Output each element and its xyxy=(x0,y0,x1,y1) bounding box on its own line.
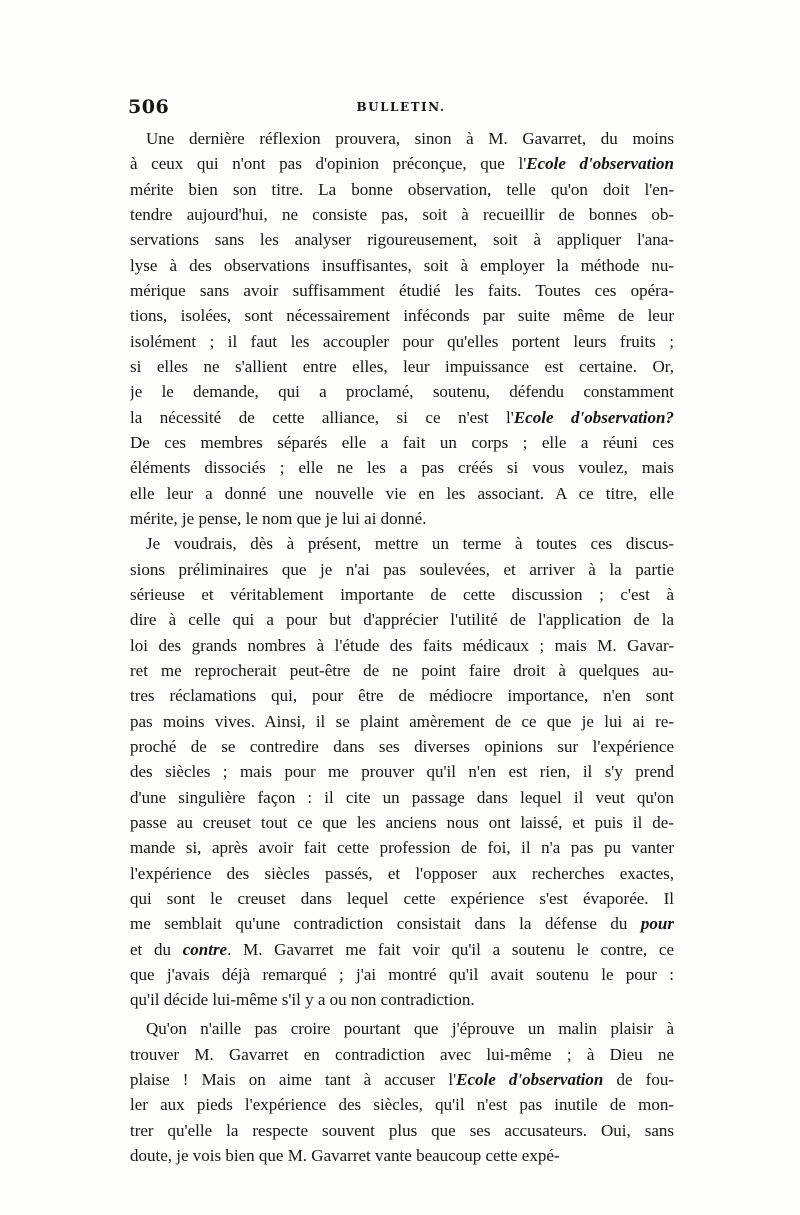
text-segment: d'une singulière façon : il cite un passage dans lequel il veut qu'on xyxy=(130,787,674,807)
text-segment: si elles ne s'allient entre elles, leur impuissance est certaine. Or, xyxy=(130,356,674,376)
text-line xyxy=(130,354,674,379)
text-segment: mérite, je pense, le nom que je lui ai donné. xyxy=(130,508,427,528)
text-line xyxy=(130,962,674,987)
text-segment: de fou- xyxy=(603,1070,674,1090)
text-segment: . M. Gavarret me fait voir qu'il a soutenu le contre, ce xyxy=(227,939,674,959)
text-segment: doute, je vois bien que M. Gavarret vante beaucoup cette expé- xyxy=(130,1146,560,1166)
text-line xyxy=(130,683,674,708)
text-segment: sérieuse et véritablement importante de cette discussion ; c'est à xyxy=(130,584,674,604)
text-segment: que j'avais déjà remarqué ; j'ai montré qu'il avait soutenu le pour : xyxy=(130,964,674,984)
italic-segment: contre xyxy=(182,939,228,959)
text-segment: trer qu'elle la respecte souvent plus que ses accusateurs. Oui, sans xyxy=(130,1120,674,1140)
text-segment: proché de se contredire dans ses diverses opinions sur l'expérience xyxy=(130,736,674,756)
text-segment: loi des grands nombres à l'étude des faits médicaux ; mais M. Gavar- xyxy=(130,635,674,655)
text-line xyxy=(130,202,674,227)
text-line xyxy=(130,126,674,151)
text-line xyxy=(130,455,674,480)
text-segment: sions préliminaires que je n'ai pas soulevées, et arriver à la partie xyxy=(130,559,674,579)
text-line xyxy=(130,987,674,1012)
italic-segment: Ecole d'observation xyxy=(526,154,674,174)
text-line xyxy=(130,759,674,784)
text-segment: pas moins vives. Ainsi, il se plaint amèrement de ce que je lui ai re- xyxy=(130,711,674,731)
text-line xyxy=(130,1042,674,1067)
text-segment: des siècles ; mais pour me prouver qu'il n'en est rien, il s'y prend xyxy=(130,762,674,782)
page-number: 506 xyxy=(128,96,170,118)
text-line xyxy=(130,582,674,607)
text-segment: isolément ; il faut les accoupler pour qu'elles portent leurs fruits ; xyxy=(130,331,674,351)
text-line xyxy=(130,1143,674,1168)
text-line xyxy=(130,481,674,506)
text-line xyxy=(130,557,674,582)
text-segment: qui sont le creuset dans lequel cette expérience s'est évaporée. Il xyxy=(130,888,674,908)
text-segment: tres réclamations qui, pour être de médiocre importance, n'en sont xyxy=(130,686,674,706)
text-segment: De ces membres séparés elle a fait un corps ; elle a réuni ces xyxy=(130,432,674,452)
running-head xyxy=(128,96,674,120)
text-segment: lyse à des observations insuffisantes, soit à employer la méthode nu- xyxy=(130,255,674,275)
text-line xyxy=(130,253,674,278)
text-segment: Je voudrais, dès à présent, mettre un terme à toutes ces discus- xyxy=(146,534,674,554)
text-line xyxy=(130,430,674,455)
text-line xyxy=(130,607,674,632)
text-segment: me semblait qu'une contradiction consistait dans la défense du xyxy=(130,914,641,934)
text-line xyxy=(130,1016,674,1041)
text-line xyxy=(130,531,674,556)
text-line xyxy=(130,734,674,759)
text-segment: plaise ! Mais on aime tant à accuser l' xyxy=(130,1070,457,1090)
text-line xyxy=(130,177,674,202)
running-title: BULLETIN. xyxy=(356,100,446,114)
text-segment: mérique sans avoir suffisamment étudié les faits. Toutes ces opéra- xyxy=(130,280,674,300)
text-line xyxy=(130,861,674,886)
text-line xyxy=(130,911,674,936)
text-line xyxy=(130,709,674,734)
body-text xyxy=(130,126,674,1168)
text-segment: Une dernière réflexion prouvera, sinon à M. Gavarret, du moins xyxy=(146,129,674,148)
text-segment: et du xyxy=(130,939,183,959)
text-segment: tendre aujourd'hui, ne consiste pas, soit à recueillir de bonnes ob- xyxy=(130,204,674,224)
text-line xyxy=(130,278,674,303)
text-segment: mérite bien son titre. La bonne observation, telle qu'on doit l'en- xyxy=(130,179,674,199)
text-line xyxy=(130,810,674,835)
text-segment: je le demande, qui a proclamé, soutenu, défendu constamment xyxy=(130,382,674,402)
text-segment: la nécessité de cette alliance, si ce n'est l' xyxy=(130,407,514,427)
text-line xyxy=(130,1067,674,1092)
italic-segment: Ecole d'observation? xyxy=(513,407,674,427)
text-segment: mande si, après avoir fait cette profession de foi, il n'a pas pu vanter xyxy=(130,838,674,858)
text-line xyxy=(130,379,674,404)
text-segment: servations sans les analyser rigoureusement, soit à appliquer l'ana- xyxy=(130,230,674,250)
text-line xyxy=(130,151,674,176)
text-segment: ler aux pieds l'expérience des siècles, qu'il n'est pas inutile de mon- xyxy=(130,1095,674,1115)
text-line xyxy=(130,633,674,658)
italic-segment: pour xyxy=(640,914,674,934)
text-segment: qu'il décide lui-même s'il y a ou non contradiction. xyxy=(130,990,475,1010)
text-segment: éléments dissociés ; elle ne les a pas créés si vous voulez, mais xyxy=(130,458,674,478)
text-segment: à ceux qui n'ont pas d'opinion préconçue, que l' xyxy=(130,154,527,174)
text-segment: dire à celle qui a pour but d'apprécier l'utilité de l'application de la xyxy=(130,610,674,630)
text-line xyxy=(130,937,674,962)
text-segment: l'expérience des siècles passés, et l'opposer aux recherches exactes, xyxy=(130,863,674,883)
text-segment: tions, isolées, sont nécessairement inféconds par suite même de leur xyxy=(130,306,674,326)
text-segment: elle leur a donné une nouvelle vie en les associant. A ce titre, elle xyxy=(130,483,674,503)
italic-segment: Ecole d'observation xyxy=(456,1070,604,1090)
text-line xyxy=(130,227,674,252)
text-line xyxy=(130,835,674,860)
text-line xyxy=(130,886,674,911)
text-line xyxy=(130,303,674,328)
text-segment: trouver M. Gavarret en contradiction avec lui-même ; à Dieu ne xyxy=(130,1044,674,1064)
text-segment: passe au creuset tout ce que les anciens nous ont laissé, et puis il de- xyxy=(130,812,674,832)
text-line xyxy=(130,1092,674,1117)
text-line xyxy=(130,329,674,354)
text-line xyxy=(130,1118,674,1143)
text-line xyxy=(130,658,674,683)
text-line xyxy=(130,405,674,430)
text-line xyxy=(130,785,674,810)
text-segment: Qu'on n'aille pas croire pourtant que j'éprouve un malin plaisir à xyxy=(146,1019,674,1039)
text-line xyxy=(130,506,674,531)
text-segment: ret me reprocherait peut-être de ne point faire droit à quelques au- xyxy=(130,660,674,680)
